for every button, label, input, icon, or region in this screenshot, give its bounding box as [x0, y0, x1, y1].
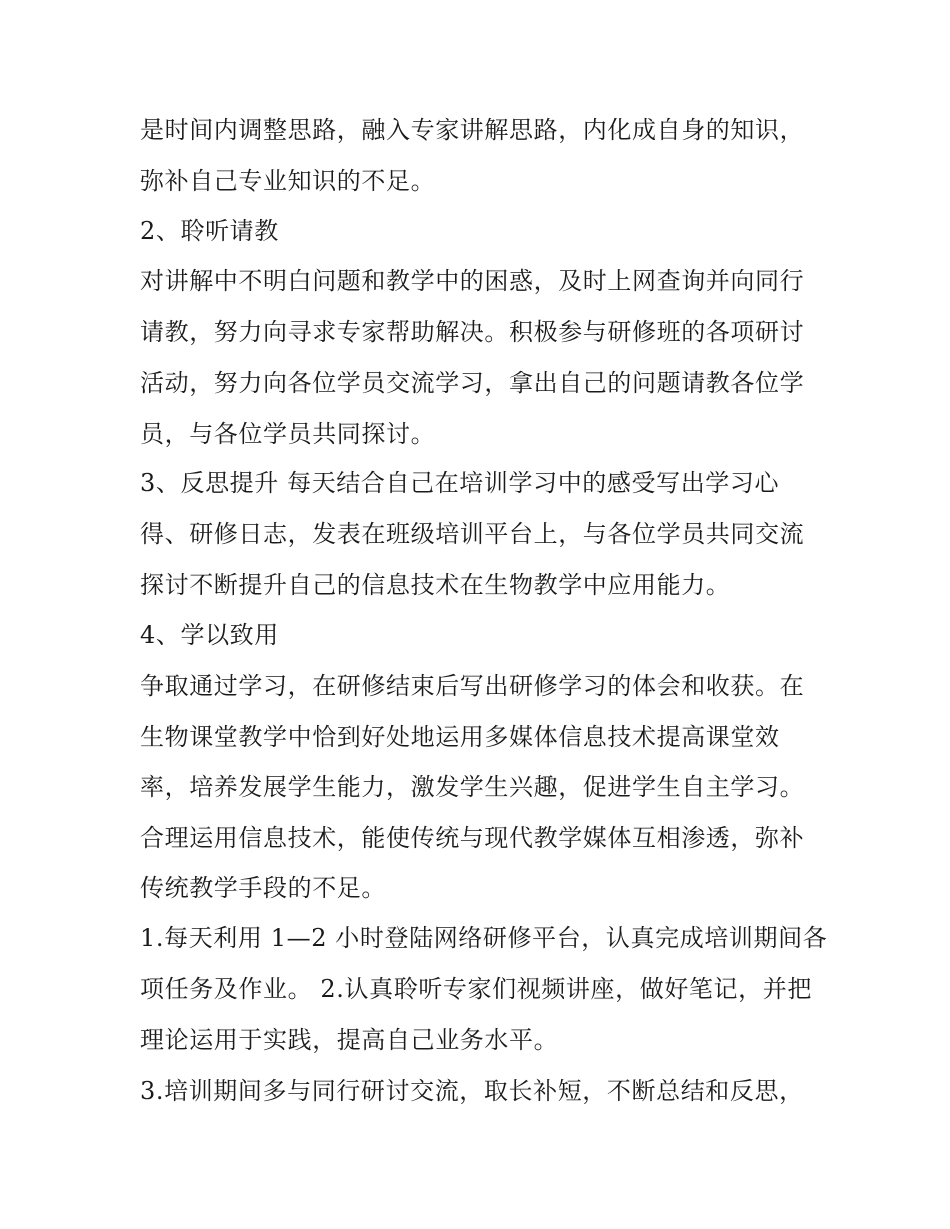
paragraph-line: 弥补自己专业知识的不足。	[140, 167, 436, 195]
paragraph-line: 争取通过学习，在研修结束后写出研修学习的体会和收获。在	[140, 672, 805, 700]
paragraph-line: 探讨不断提升自己的信息技术在生物教学中应用能力。	[140, 571, 731, 599]
paragraph-line: 合理运用信息技术，能使传统与现代教学媒体互相渗透，弥补	[140, 824, 805, 852]
paragraph-line: 对讲解中不明白问题和教学中的困惑，及时上网查询并向同行	[140, 267, 805, 295]
paragraph-line: 得、研修日志，发表在班级培训平台上，与各位学员共同交流	[140, 520, 805, 548]
section-heading: 2、聆听请教	[140, 217, 279, 245]
paragraph-line: 传统教学手段的不足。	[140, 874, 386, 902]
paragraph-line: 率，培养发展学生能力，激发学生兴趣，促进学生自主学习。	[140, 773, 805, 801]
section-heading: 4、学以致用	[140, 621, 279, 649]
paragraph-line: 员，与各位学员共同探讨。	[140, 420, 436, 448]
paragraph-line: 生物课堂教学中恰到好处地运用多媒体信息技术提高课堂效	[140, 723, 780, 751]
paragraph-line: 请教，努力向寻求专家帮助解决。积极参与研修班的各项研讨	[140, 318, 805, 346]
section-heading: 3、反思提升 每天结合自己在培训学习中的感受写出学习心	[140, 469, 780, 497]
paragraph-line: 活动，努力向各位学员交流学习，拿出自己的问题请教各位学	[140, 369, 805, 397]
list-item-line: 理论运用于实践，提高自己业务水平。	[140, 1026, 559, 1054]
list-item-line: 1.每天利用 1—2 小时登陆网络研修平台，认真完成培训期间各	[140, 924, 828, 952]
list-item-line: 项任务及作业。 2.认真聆听专家们视频讲座，做好笔记，并把	[140, 975, 812, 1003]
list-item-line: 3.培训期间多与同行研讨交流，取长补短，不断总结和反思，	[140, 1077, 804, 1105]
paragraph-line: 是时间内调整思路，融入专家讲解思路，内化成自身的知识，	[140, 116, 805, 144]
